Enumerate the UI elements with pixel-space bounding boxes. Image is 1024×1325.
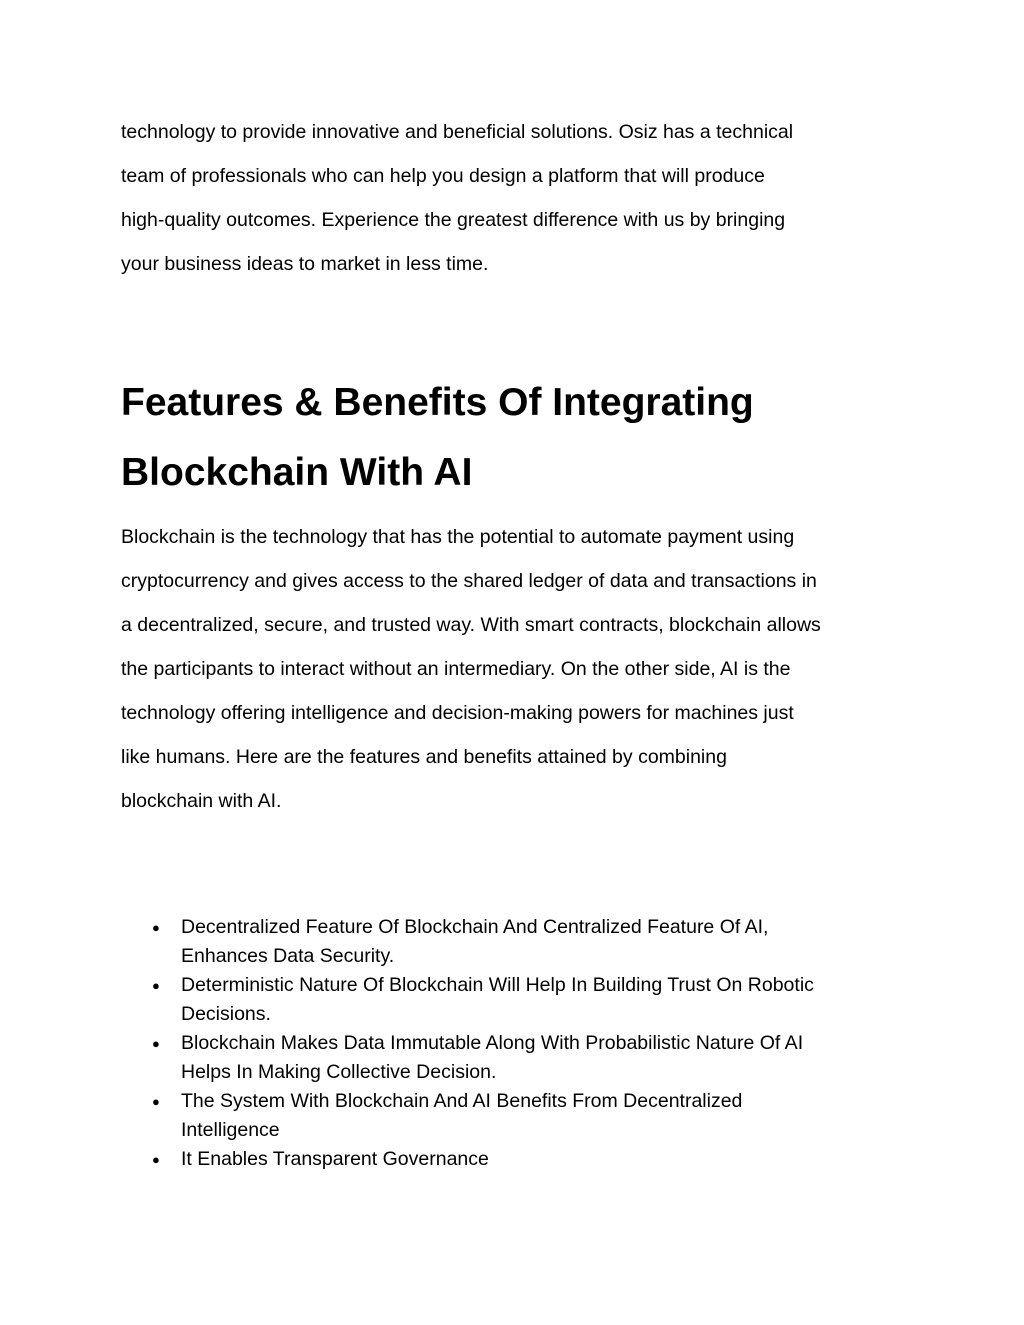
- list-item-text: Deterministic Nature Of Blockchain Will Help In Building Trust On Robotic: [181, 974, 814, 996]
- bullet-icon: ●: [152, 978, 160, 993]
- bullet-icon: ●: [152, 1094, 160, 1109]
- list-item: [150, 1087, 930, 1145]
- feature-list: [150, 913, 930, 1174]
- body-line: like humans. Here are the features and benefits attained by combining: [121, 746, 727, 768]
- intro-line: technology to provide innovative and beneficial solutions. Osiz has a technical: [121, 121, 794, 143]
- list-item-text: Intelligence: [181, 1119, 280, 1141]
- list-item: [150, 1145, 930, 1174]
- bullet-icon: ●: [152, 1152, 160, 1167]
- list-item-text: The System With Blockchain And AI Benefits From Decentralized: [181, 1090, 743, 1112]
- body-line: the participants to interact without an intermediary. On the other side, AI is the: [121, 658, 791, 680]
- bullet-icon: ●: [152, 920, 160, 935]
- list-item-text: Helps In Making Collective Decision.: [181, 1061, 497, 1083]
- body-line: technology offering intelligence and decision-making powers for machines just: [121, 702, 794, 724]
- list-item: [150, 971, 930, 1029]
- intro-line: team of professionals who can help you design a platform that will produce: [121, 165, 765, 187]
- heading-line: Blockchain With AI: [121, 451, 473, 494]
- list-item-text: It Enables Transparent Governance: [181, 1148, 489, 1170]
- list-item-text: Decisions.: [181, 1003, 271, 1025]
- body-line: Blockchain is the technology that has the potential to automate payment using: [121, 526, 795, 548]
- list-item-text: Enhances Data Security.: [181, 945, 395, 967]
- intro-line: your business ideas to market in less time.: [121, 253, 489, 275]
- section-heading: [121, 368, 941, 508]
- heading-line: Features & Benefits Of Integrating: [121, 381, 754, 424]
- list-item-text: Decentralized Feature Of Blockchain And Centralized Feature Of AI,: [181, 916, 769, 938]
- list-item-text: Blockchain Makes Data Immutable Along With Probabilistic Nature Of AI: [181, 1032, 804, 1054]
- intro-paragraph: [121, 110, 921, 286]
- body-line: a decentralized, secure, and trusted way. With smart contracts, blockchain allows: [121, 614, 821, 636]
- body-line: cryptocurrency and gives access to the shared ledger of data and transactions in: [121, 570, 817, 592]
- list-item: [150, 1029, 930, 1087]
- bullet-icon: ●: [152, 1036, 160, 1051]
- body-line: blockchain with AI.: [121, 790, 282, 812]
- intro-line: high-quality outcomes. Experience the greatest difference with us by bringing: [121, 209, 786, 231]
- body-paragraph: [121, 515, 921, 823]
- list-item: [150, 913, 930, 971]
